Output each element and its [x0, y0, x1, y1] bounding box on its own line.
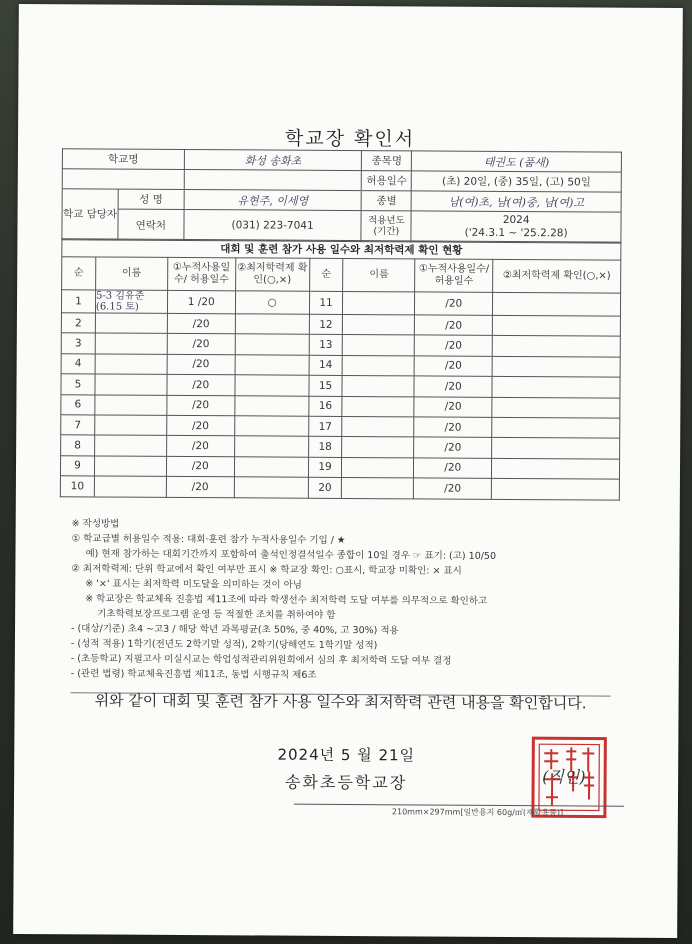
row-no: 19: [308, 457, 342, 478]
note-line: 예) 현재 참가하는 대회기간까지 포함하여 출석인정결석일수 종합이 10일 경우 ☞ 표기: (고) 10/50: [85, 548, 497, 562]
row-check: [235, 395, 309, 416]
header-name-right: 이름: [343, 258, 415, 291]
row-name: [95, 313, 167, 334]
row-used: /20: [414, 376, 492, 397]
sport-label: 종목명: [362, 151, 412, 171]
row-name: [95, 354, 167, 375]
row-no: 5: [61, 374, 95, 395]
gender-value: 남(여)초, 남(여)중, 남(여)고: [411, 191, 621, 212]
row-name: [95, 333, 167, 354]
header-academic-left: ②최저학력제 확인(○,×): [235, 258, 309, 291]
row-name: [342, 437, 414, 458]
row-check: [493, 292, 621, 316]
note-line: ① 학교급별 허용일수 적용: 대회·훈련 참가 누적사용일수 기입 / ★: [71, 533, 346, 546]
row-no: 9: [60, 455, 94, 476]
note-line: ※ 작성방법: [71, 518, 120, 530]
row-no: 15: [309, 375, 343, 396]
row-check: [235, 355, 309, 376]
row-used: /20: [167, 313, 235, 334]
row-name: [342, 478, 414, 499]
row-no: 6: [61, 394, 95, 415]
row-name: 5-3 김유준 (6.15 토): [95, 290, 167, 313]
row-used: /20: [414, 396, 492, 417]
row-name: [95, 435, 167, 456]
row-name: [342, 416, 414, 437]
row-used: /20: [414, 458, 492, 479]
table-row: [61, 290, 620, 316]
note-line: 기초학력보장프로그램 운영 등 적절한 조치를 취하여야 함: [97, 608, 336, 621]
table-title: 대회 및 훈련 참가 사용 일수와 최저학력제 확인 현황: [61, 238, 621, 259]
row-no: 2: [61, 313, 95, 334]
row-check: [492, 458, 620, 479]
row-name: [343, 291, 415, 314]
row-check: [492, 438, 620, 459]
row-no: 18: [308, 437, 342, 458]
allowed-days-label: 허용일수: [362, 171, 412, 191]
row-no: 3: [61, 333, 95, 354]
header-no-left: 순: [62, 257, 96, 290]
row-check: [493, 315, 621, 336]
confirmation-text: 위와 같이 대회 및 훈련 참가 사용 일수와 최저학력 관련 내용을 확인합니다.: [94, 691, 587, 713]
row-no: 7: [61, 415, 95, 436]
row-no: 12: [309, 314, 343, 335]
signature: (직인): [542, 767, 586, 787]
row-check: ○: [235, 291, 309, 314]
row-no: 4: [61, 354, 95, 375]
row-no: 20: [308, 477, 342, 498]
header-cumulative-left: ①누적사용일수/ 허용일수: [167, 257, 235, 290]
row-used: /20: [414, 478, 492, 499]
header-name-left: 이름: [96, 257, 168, 290]
row-no: 1: [61, 290, 95, 313]
row-check: [235, 334, 309, 355]
row-used: /20: [414, 437, 492, 458]
row-check: [234, 436, 308, 457]
row-used: /20: [167, 354, 235, 375]
row-check: [492, 417, 620, 438]
contact-value: (031) 223-7041: [184, 209, 362, 241]
row-name: [342, 457, 414, 478]
issue-date: 2024년 5 월 21일: [277, 745, 416, 765]
row-used: /20: [167, 395, 235, 416]
row-check: [234, 477, 308, 498]
row-no: 17: [308, 416, 342, 437]
row-check: [492, 377, 620, 398]
row-no: 8: [61, 435, 95, 456]
row-used: /20: [415, 315, 493, 336]
row-used: /20: [167, 334, 235, 355]
row-check: [234, 416, 308, 437]
staff-label: 학교 담당자: [62, 189, 118, 240]
row-used: /20: [167, 415, 235, 436]
row-used: /20: [415, 292, 493, 315]
row-check: [235, 375, 309, 396]
row-check: [234, 457, 308, 478]
year-label: 적용년도 (기간): [361, 211, 411, 242]
row-used: /20: [166, 477, 234, 498]
row-name: [94, 476, 166, 497]
note-line: ※ 학교장은 학교체육 진흥법 제11조에 따라 학생선수 최저학력 도달 여부를 의무적으로 확인하고: [85, 593, 488, 607]
contact-label: 연락처: [118, 209, 184, 240]
row-used: /20: [166, 436, 234, 457]
row-name: [343, 335, 415, 356]
note-line: - (성적 적용) 1학기(전년도 2학기말 성적), 2학기(당해연도 1학기말 성적): [70, 638, 378, 652]
row-name: [342, 376, 414, 397]
row-check: [235, 314, 309, 335]
row-name: [343, 314, 415, 335]
row-no: 11: [309, 291, 343, 314]
row-no: 14: [309, 355, 343, 376]
period-value: ('24.3.1 ~ '25.2.28): [464, 226, 568, 240]
row-name: [94, 456, 166, 477]
row-used: 1 /20: [167, 290, 235, 313]
row-used: /20: [167, 375, 235, 396]
row-check: [492, 356, 620, 377]
row-name: [343, 355, 415, 376]
info-table: [61, 148, 622, 243]
note-line: - (대상/기준) 초4 ~고3 / 해당 학년 과목평균(초 50%, 중 40%, 고 30%) 적용: [70, 623, 399, 637]
allowed-days-value: (초) 20일, (중) 35일, (고) 50일: [412, 171, 622, 192]
header-no-right: 순: [309, 258, 343, 291]
row-used: /20: [166, 456, 234, 477]
school-label: 학교명: [62, 149, 184, 170]
row-no: 16: [308, 396, 342, 417]
gender-label: 종별: [362, 191, 412, 211]
paper-spec: 210mm×297mm[일반용지 60g/㎡(재활용품)]: [391, 807, 564, 818]
row-no: 10: [60, 476, 94, 497]
row-name: [95, 374, 167, 395]
row-name: [342, 396, 414, 417]
header-cumulative-right: ①누적사용일수/ 허용일수: [415, 259, 493, 292]
records-table: [60, 256, 621, 500]
sport-value: 태권도 (품새): [412, 151, 622, 172]
instructions: [71, 516, 632, 684]
name-label: 성 명: [118, 189, 184, 209]
note-line: ② 최저학력제: 단위 학교에서 확인 여부만 표시 ※ 학교장 확인: ○표시, 학교장 미확인: × 표시: [71, 563, 462, 577]
row-used: /20: [415, 335, 493, 356]
row-name: [95, 395, 167, 416]
row-no: 13: [309, 335, 343, 356]
certificate-page: [13, 4, 683, 938]
table-row: [60, 476, 619, 500]
row-used: /20: [414, 356, 492, 377]
header-academic-right: ②최저학력제 확인(○,×): [493, 259, 621, 293]
name-value: 유현주, 이세영: [184, 189, 362, 210]
page-title: 학교장 확인서: [284, 127, 416, 151]
row-name: [95, 415, 167, 436]
principal-title: 송화초등학교장: [284, 772, 408, 793]
row-check: [492, 336, 620, 357]
school-value: 화성 송화초: [184, 149, 362, 170]
year-value: 2024: [502, 213, 530, 227]
row-check: [492, 479, 620, 500]
row-check: [492, 397, 620, 418]
note-line: - (관련 법령) 학교체육진흥법 제11조, 동법 시행규칙 제6조: [70, 668, 317, 681]
row-used: /20: [414, 417, 492, 438]
note-line: - (초등학교) 지필고사 미실시교는 학업성적관리위원회에서 심의 후 최저학력 도달 여부 결정: [70, 653, 452, 667]
note-line: ※ '×' 표시는 최저학력 미도달을 의미하는 것이 아님: [85, 578, 302, 591]
